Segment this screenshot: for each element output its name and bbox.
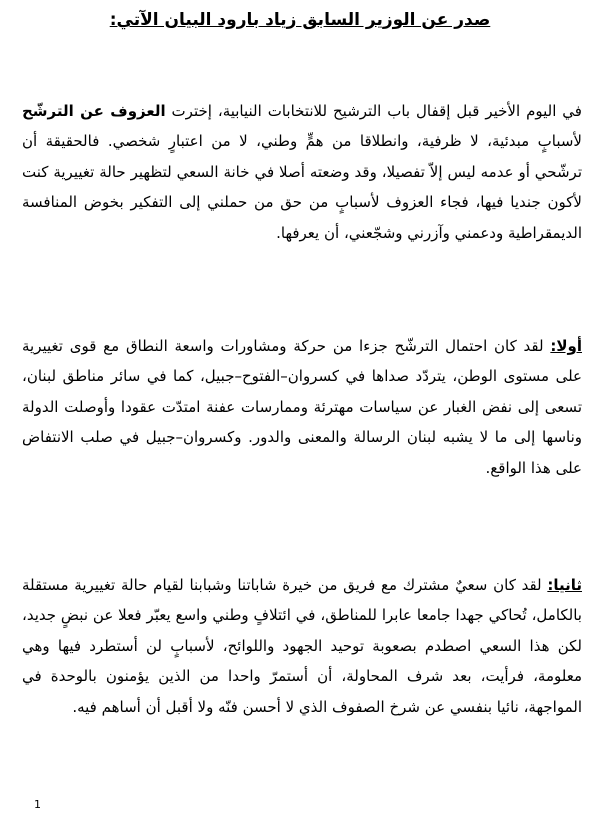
paragraph-3 <box>22 570 582 722</box>
paragraph-3-body: لقد كان سعيٌ مشترك مع فريق من خيرة شاباتنا وشبابنا لقيام حالة تغييرية مستقلة بالكامل، تُحاكي جهدا جامعا عابرا للمناطق، في ائتلافٍ وطني واسع يعبّر فعلا عن نبضٍ جديد، لكن هذا السعي اصطدم بصعوبة توحيد الجهود واللوائح، لأسبابٍ لن أستطرد فيها وهي معلومة، فرأيت، بعد شرف المحاولة، أن أستمرّ واحدا من الذين يؤمنون بالوحدة في المواجهة، نائيا بنفسي عن شرخ الصفوف الذي لا أحسن فنّه ولا أقبل أن أساهم فيه. <box>22 576 582 716</box>
paragraph-2 <box>22 331 582 483</box>
page-number: 1 <box>34 798 41 811</box>
paragraph-2-label: أولا: <box>550 337 582 355</box>
document-title: صدر عن الوزير السابق زياد بارود البيان الآتي: <box>109 10 491 30</box>
paragraph-1-body: لأسبابٍ مبدئية، لا ظرفية، وانطلاقا من همٍّ وطني، لا من اعتبارٍ شخصي. فالحقيقة أن ترشّحي أو عدمه ليس إلاّ تفصيلا، وقد وضعته أصلا في خانة السعي لتظهير حالة تغييرية كنت لأكون جنديا فيها، فجاء العزوف لأسبابٍ من حق من حملني إلى التفكير بخوض المنافسة الديمقراطية ودعمني وآزرني وشجّعني، أن يعرفها. <box>22 132 582 242</box>
paragraph-1 <box>22 96 582 248</box>
paragraph-3-label: ثانيا: <box>547 576 582 594</box>
paragraph-2-body: لقد كان احتمال الترشّح جزءا من حركة ومشاورات واسعة النطاق مع قوى تغييرية على مستوى الوطن، يتردّد صداها في كسروان–الفتوح–جبيل، كما في سائر مناطق لبنان، تسعى إلى نفض الغبار عن سياسات مهترئة وممارسات عفنة امتدّت عقودا وأوصلت الدولة وناسها إلى ما لا يشبه لبنان الرسالة والمعنى والدور. وكسروان–جبيل في صلب الانتفاض على هذا الواقع. <box>22 337 582 477</box>
paragraph-1-emphasis: العزوف عن الترشّح <box>22 102 166 120</box>
paragraph-1-intro: في اليوم الأخير قبل إقفال باب الترشيح للانتخابات النيابية، إخترت <box>165 102 582 120</box>
